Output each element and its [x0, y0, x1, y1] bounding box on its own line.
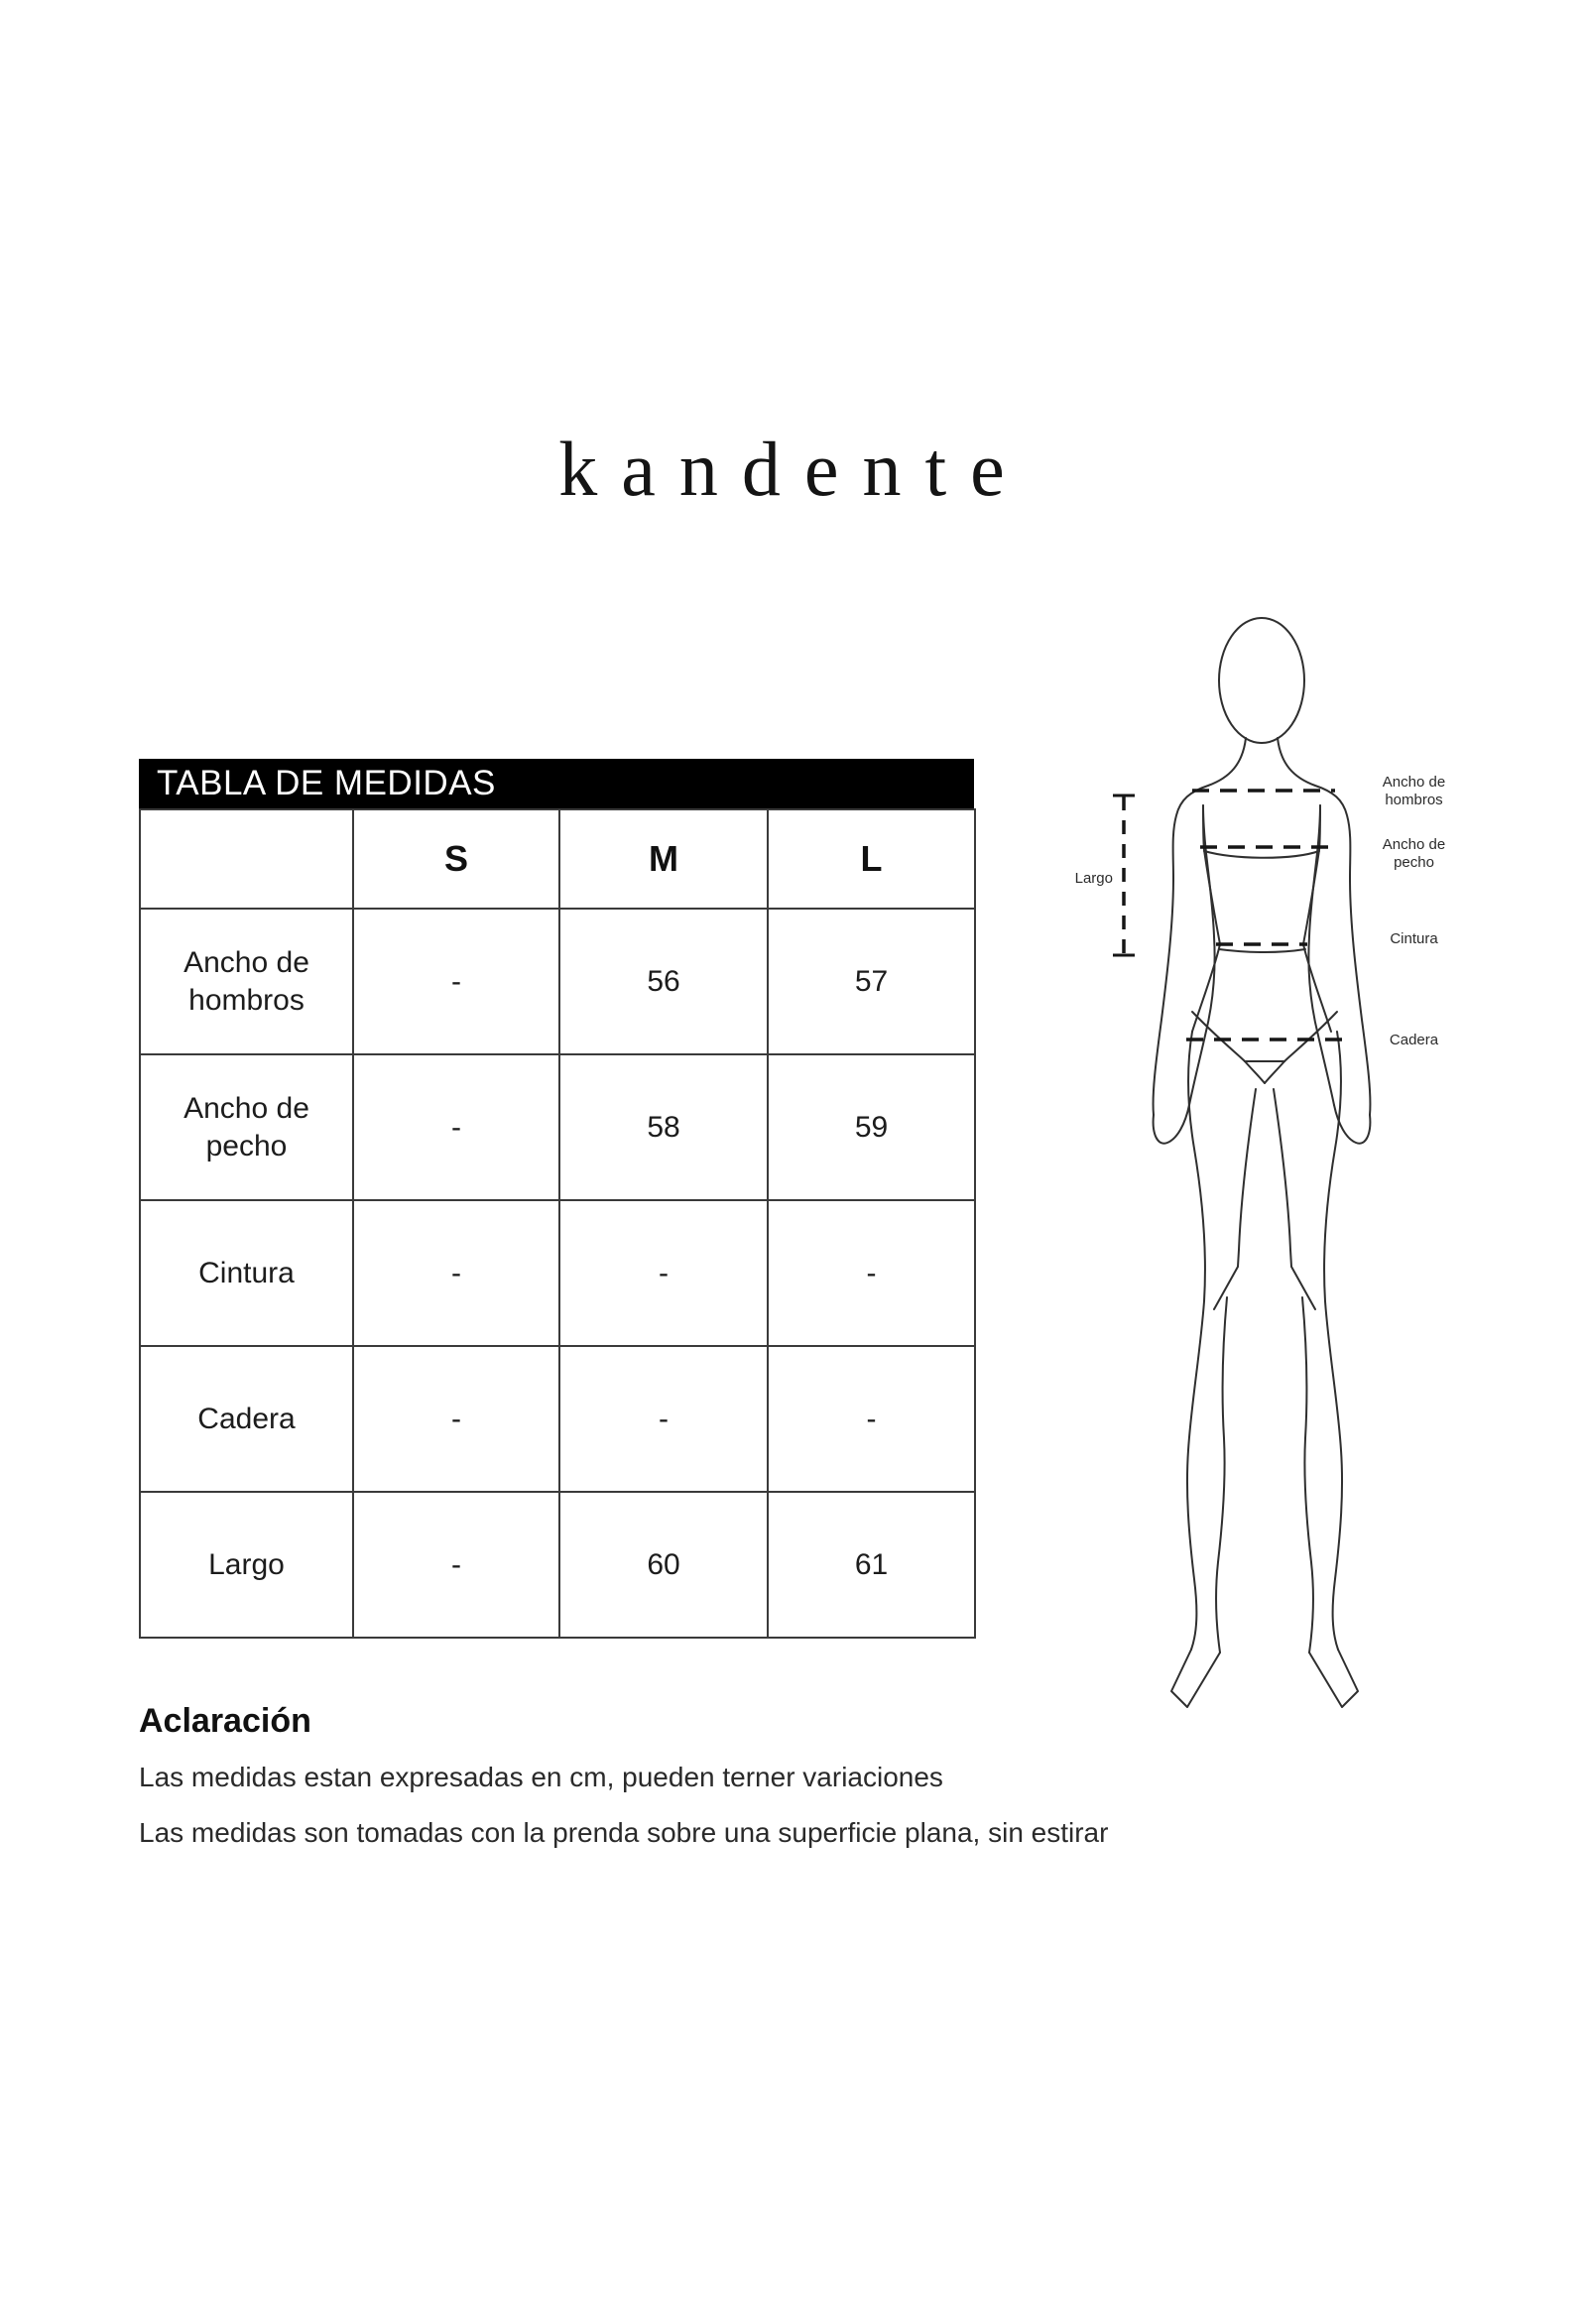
table-row-chest [140, 1054, 975, 1200]
note-line: Las medidas son tomadas con la prenda sobre una superficie plana, sin estirar [139, 1817, 1109, 1848]
measurement-label-cell: Ancho de pecho [140, 1054, 353, 1200]
value-cell: - [353, 909, 559, 1054]
value-cell: - [768, 1200, 975, 1346]
figure-label-length: Largo [1074, 870, 1113, 887]
value-cell: 57 [768, 909, 975, 1054]
notes-heading: Aclaración [139, 1702, 311, 1740]
figure-label-shoulders: Ancho de hombros [1382, 774, 1446, 808]
measurement-label-cell: Cadera [140, 1346, 353, 1492]
size-table [139, 759, 974, 1639]
table-row-hips [140, 1346, 975, 1492]
value-cell: 59 [768, 1054, 975, 1200]
value-cell: - [353, 1054, 559, 1200]
note-line: Las medidas estan expresadas en cm, pueden terner variaciones [139, 1762, 943, 1792]
measurement-label-cell: Cintura [140, 1200, 353, 1346]
value-cell: - [559, 1346, 768, 1492]
empty-corner-cell [140, 809, 353, 909]
size-table-title: TABLA DE MEDIDAS [157, 764, 496, 802]
brand-logo-text: kandente [558, 426, 1029, 512]
value-cell: - [353, 1346, 559, 1492]
figure-label-hips: Cadera [1389, 1032, 1439, 1048]
size-table-title-bar [139, 759, 974, 808]
croquis-figure-illustration [1041, 595, 1438, 1736]
value-cell: - [559, 1200, 768, 1346]
table-row-shoulders [140, 909, 975, 1054]
value-cell: 58 [559, 1054, 768, 1200]
size-header-row [140, 809, 975, 909]
size-header-s: S [353, 809, 559, 909]
figure-label-chest: Ancho de pecho [1382, 836, 1446, 871]
measurements-table [139, 808, 976, 1639]
value-cell: - [353, 1200, 559, 1346]
value-cell: 56 [559, 909, 768, 1054]
measurement-label-cell: Largo [140, 1492, 353, 1638]
table-row-waist [140, 1200, 975, 1346]
measurement-label-cell: Ancho de hombros [140, 909, 353, 1054]
size-header-m: M [559, 809, 768, 909]
size-header-l: L [768, 809, 975, 909]
value-cell: 60 [559, 1492, 768, 1638]
value-cell: 61 [768, 1492, 975, 1638]
value-cell: - [768, 1346, 975, 1492]
figure-label-waist: Cintura [1390, 930, 1438, 947]
table-row-length [140, 1492, 975, 1638]
value-cell: - [353, 1492, 559, 1638]
